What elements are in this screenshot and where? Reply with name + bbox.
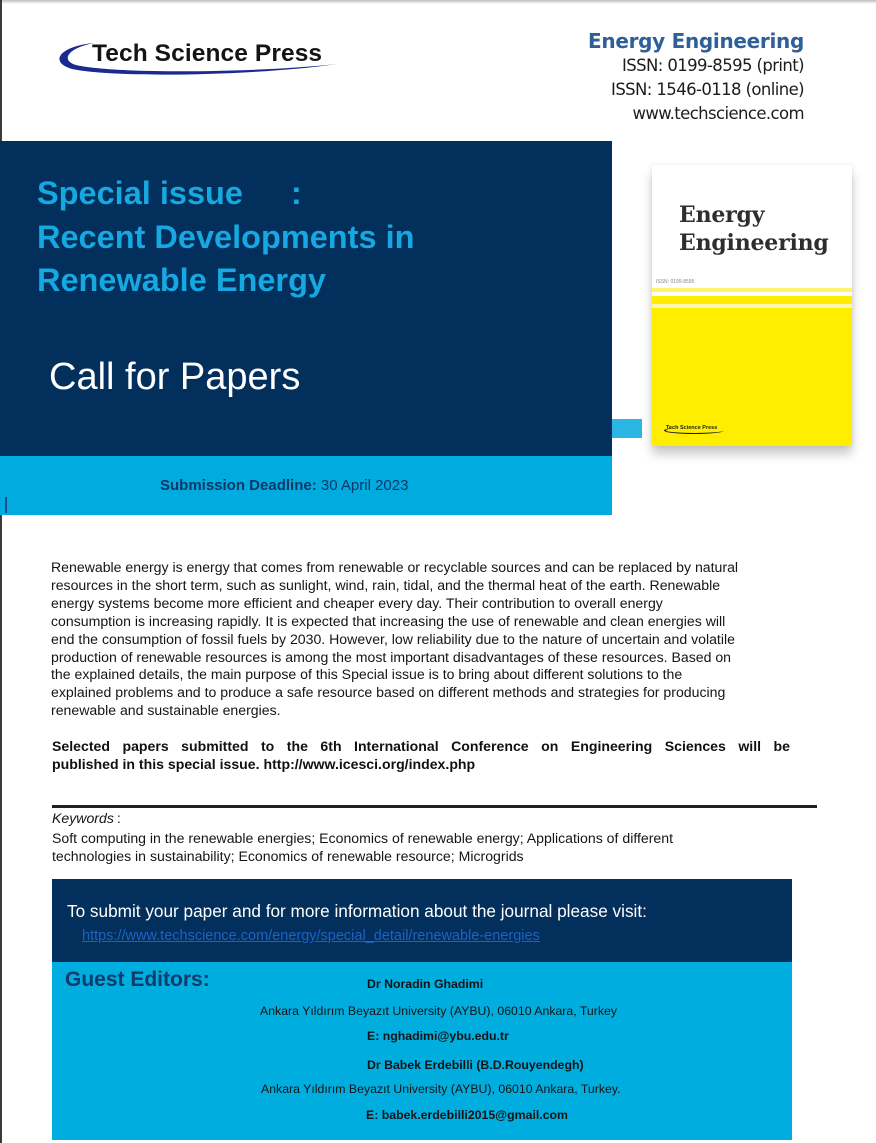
intro-line: resources in the short term, such as sunlight, wind, rain, tidal, and the thermal heat of the earth. Renewable <box>51 576 721 593</box>
cover-title-line2: Engineering <box>679 230 829 256</box>
keywords-line2: technologies in sustainability; Economics of renewable resource; Microgrids <box>52 847 524 864</box>
editor-2-affiliation: Ankara Yıldırım Beyazıt University (AYBU), 06010 Ankara, Turkey. <box>261 1082 621 1096</box>
journal-info <box>588 28 804 126</box>
issn-online: ISSN: 1546-0118 (online) <box>611 80 804 99</box>
editor-1-email[interactable]: E: nghadimi@ybu.edu.tr <box>367 1029 509 1043</box>
journal-website[interactable]: www.techscience.com <box>632 104 804 123</box>
page-top-shadow <box>0 0 876 4</box>
special-issue-title <box>37 172 414 303</box>
keywords-list <box>52 830 792 865</box>
intro-line: consumption is increasing rapidly. It is expected that increasing the use of renewable and clean energies will <box>51 612 726 629</box>
intro-line: explained problems and to produce a safe resource based on different methods and strategies for producing <box>51 684 726 701</box>
editor-1-affiliation: Ankara Yıldırım Beyazıt University (AYBU), 06010 Ankara, Turkey <box>260 1004 617 1018</box>
deadline-label: Submission Deadline: <box>160 477 317 494</box>
keywords-label-text: Keywords <box>52 810 114 826</box>
editor-1-name: Dr Noradin Ghadimi <box>367 977 484 991</box>
special-issue-label: Special issue <box>37 175 243 211</box>
selected-papers-line1: Selected papers submitted to the 6th International Conference on Engineering Sciences will be <box>52 738 790 754</box>
intro-paragraph <box>51 559 821 720</box>
cover-accent-tab <box>612 419 642 438</box>
selected-papers-note <box>52 737 790 773</box>
intro-line: Renewable energy is energy that comes from renewable or recyclable sources and can be replaced by natural <box>51 559 739 575</box>
editor-2-email[interactable]: E: babek.erdebilli2015@gmail.com <box>366 1108 568 1122</box>
intro-line: renewable and sustainable energies. <box>51 702 281 719</box>
issn-print: ISSN: 0199-8595 (print) <box>622 56 804 75</box>
cover-stripe <box>652 288 852 292</box>
special-issue-link[interactable]: https://www.techscience.com/energy/special_detail/renewable-energies <box>82 928 540 944</box>
keywords-colon: : <box>116 810 121 826</box>
intro-line: the explained details, the main purpose of this Special issue is to bring about different solutions to the <box>51 666 683 683</box>
intro-line: end the consumption of fossil fuels by 2030. However, low reliability due to the nature of uncertain and volatile <box>51 630 735 647</box>
intro-line: production of renewable resources is among the most important disadvantages of these resources. Based on <box>51 648 732 665</box>
keywords-label <box>52 810 121 826</box>
text-cursor <box>5 497 7 513</box>
special-issue-colon: : <box>290 175 302 211</box>
call-for-papers-heading: Call for Papers <box>49 356 301 398</box>
submit-instructions: To submit your paper and for more information about the journal please visit: <box>67 901 647 921</box>
section-divider <box>52 805 817 808</box>
selected-papers-line2: published in this special issue. http://www.icesci.org/index.php <box>52 756 476 772</box>
cover-title-line1: Energy <box>679 202 765 228</box>
special-issue-title-line2: Renewable Energy <box>37 262 326 298</box>
intro-line: energy systems become more efficient and cheaper every day. Their contribution to overall energy <box>51 594 663 611</box>
journal-title: Energy Engineering <box>588 29 804 53</box>
keywords-line1: Soft computing in the renewable energies; Economics of renewable energy; Applications of different <box>52 830 674 846</box>
special-issue-title-line1: Recent Developments in <box>37 218 415 255</box>
editor-2-name: Dr Babek Erdebilli (B.D.Rouyendegh) <box>367 1058 584 1072</box>
cover-title <box>679 201 829 257</box>
publisher-name: Tech Science Press <box>92 40 323 67</box>
cover-issn: ISSN: 0199-8595 <box>656 279 695 285</box>
cover-logo: Tech Science Press <box>666 425 718 431</box>
journal-cover-image <box>652 165 852 446</box>
publisher-logo <box>54 36 344 80</box>
guest-editors-heading: Guest Editors: <box>65 968 210 991</box>
submission-deadline <box>160 477 408 494</box>
cover-stripe <box>652 296 852 304</box>
deadline-value: 30 April 2023 <box>320 477 409 494</box>
